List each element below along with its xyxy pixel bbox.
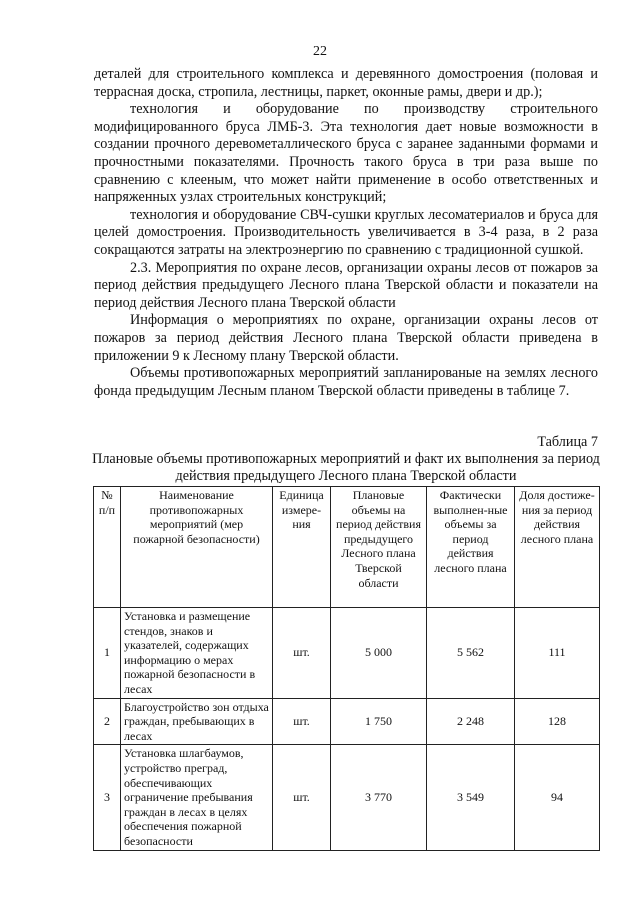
row-name: Благоустройство зон отдыха граждан, пребывающих в лесах [121, 698, 273, 745]
row-name: Установка и размещение стендов, знаков и указателей, содержащих информацию о мерах пожарной безопасности в лесах [121, 608, 273, 699]
row-share: 94 [515, 745, 600, 850]
row-num: 2 [94, 698, 121, 745]
header-unit: Единица измере-ния [273, 487, 331, 608]
row-actual: 2 248 [427, 698, 515, 745]
row-planned: 3 770 [331, 745, 427, 850]
table-title: Плановые объемы противопожарных мероприятий и факт их выполнения за период действия предыдущего Лесного плана Тверской области [92, 451, 600, 484]
row-actual: 3 549 [427, 745, 515, 850]
table-row [94, 745, 600, 850]
paragraph: Объемы противопожарных мероприятий запланированые на землях лесного фонда предыдущим Лесным планом Тверской области приведены в таблице 7. [94, 365, 598, 399]
paragraph: деталей для строительного комплекса и деревянного домостроения (половая и террасная доска, стропила, лестницы, паркет, оконные рамы, двери и др.); [94, 66, 598, 100]
row-actual: 5 562 [427, 608, 515, 699]
row-share: 111 [515, 608, 600, 699]
header-name: Наименование противопожарных мероприятий (мер пожарной безопасности) [121, 487, 273, 608]
paragraph: Информация о мероприятиях по охране, организации охраны лесов от пожаров за период действия Лесного плана Тверской области приведена в приложении 9 к Лесному плану Тверской области. [94, 312, 598, 364]
fire-measures-table [93, 486, 600, 851]
paragraph: технология и оборудование СВЧ-сушки круглых лесоматериалов и бруса для целей домостроения. Производительность увеличивается в 3-4 раза, в 2 раза сокращаются затраты на электроэнергию по сравнению с традиционной сушкой. [94, 206, 598, 258]
section-heading: 2.3. Мероприятия по охране лесов, организации охраны лесов от пожаров за период действия предыдущего Лесного плана Тверской области и показатели на период действия Лесного плана Тверской области [94, 259, 598, 311]
header-share: Доля достиже-ния за период действия лесного плана [515, 487, 600, 608]
paragraph: технология и оборудование по производству строительного модифицированного бруса ЛМБ-3. Эта технология дает новые возможности в создании прочного деревометаллического бруса с заранее заданными формами и прочностными показателями. Прочность такого бруса в три раза выше по сравнению с клееным, что может найти применение в особо ответственных и напряженных узлах строительных конструкций; [94, 101, 598, 206]
header-planned: Плановые объемы на период действия предыдущего Лесного плана Тверской области [331, 487, 427, 608]
row-name: Установка шлагбаумов, устройство преград, обеспечивающих ограничение пребывания граждан в лесах в целях обеспечения пожарной безопасности [121, 745, 273, 850]
row-num: 1 [94, 608, 121, 699]
body-text [94, 66, 598, 400]
table-label: Таблица 7 [537, 434, 598, 450]
table-header-row [94, 487, 600, 608]
table-row [94, 608, 600, 699]
page-number: 22 [313, 44, 327, 59]
row-share: 128 [515, 698, 600, 745]
row-unit: шт. [273, 745, 331, 850]
header-actual: Фактически выполнен-ные объемы за период действия лесного плана [427, 487, 515, 608]
header-num: № п/п [94, 487, 121, 608]
row-num: 3 [94, 745, 121, 850]
row-unit: шт. [273, 608, 331, 699]
row-unit: шт. [273, 698, 331, 745]
row-planned: 5 000 [331, 608, 427, 699]
table-row [94, 698, 600, 745]
row-planned: 1 750 [331, 698, 427, 745]
